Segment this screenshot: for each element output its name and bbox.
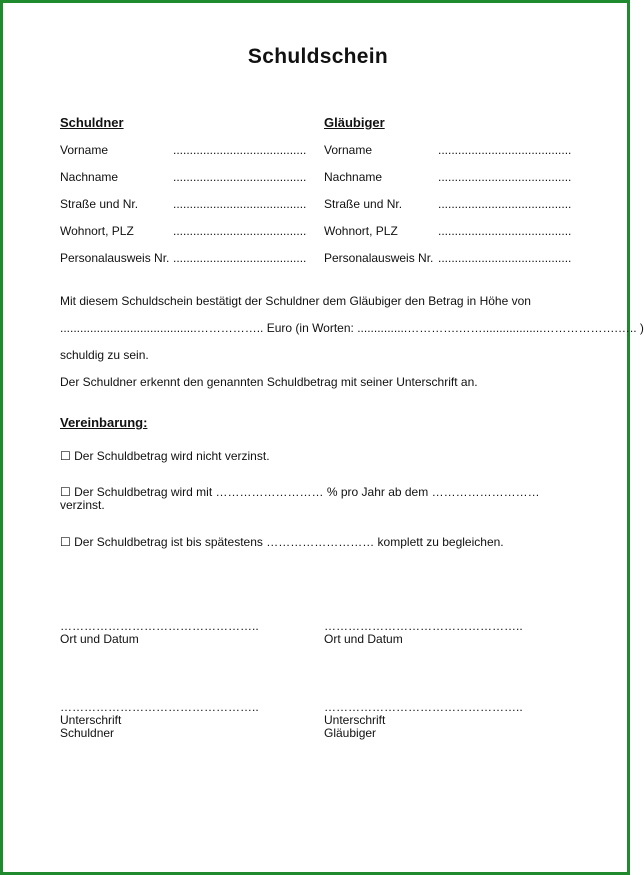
debtor-last-name-blank: ........................................ <box>173 170 307 184</box>
place-date-left-label: Ort und Datum <box>60 632 139 646</box>
deadline-blank: ……………………… <box>266 535 375 549</box>
debtor-street-label: Straße und Nr. <box>60 197 139 211</box>
signature-creditor-label-1: Unterschrift <box>324 713 386 727</box>
agreement-option-2 <box>60 486 540 512</box>
amount-close-paren: ) <box>636 321 644 335</box>
body-line-4: Der Schuldner erkennt den genannten Schuldbetrag mit seiner Unterschrift an. <box>60 375 478 389</box>
amount-line <box>60 321 644 335</box>
body-line-3: schuldig zu sein. <box>60 348 149 362</box>
agreement-option-2-text-mid: % pro Jahr ab dem <box>323 485 432 499</box>
agreement-option-3-text-post: komplett zu begleichen. <box>374 535 504 549</box>
creditor-city-label: Wohnort, PLZ <box>324 224 398 238</box>
signature-debtor-label-2: Schuldner <box>60 726 115 740</box>
place-date-right-label: Ort und Datum <box>324 632 403 646</box>
body-line-1: Mit diesem Schuldschein bestätigt der Schuldner dem Gläubiger den Betrag in Höhe von <box>60 294 531 308</box>
agreement-option-3 <box>60 535 504 549</box>
debtor-id-label: Personalausweis Nr. <box>60 251 170 265</box>
creditor-id-label: Personalausweis Nr. <box>324 251 434 265</box>
agreement-option-2-text-post: verzinst. <box>60 498 105 512</box>
creditor-id-blank: ........................................ <box>438 251 572 265</box>
signature-creditor-label-2: Gläubiger <box>324 726 377 740</box>
debtor-city-label: Wohnort, PLZ <box>60 224 134 238</box>
agreement-option-1-text: Der Schuldbetrag wird nicht verzinst. <box>74 449 270 463</box>
interest-rate-blank: ……………………… <box>215 485 324 499</box>
place-date-right-line: ………………………………………….. <box>324 619 523 633</box>
agreement-option-1 <box>60 449 270 463</box>
debtor-first-name-blank: ........................................ <box>173 143 307 157</box>
creditor-first-name-blank: ........................................ <box>438 143 572 157</box>
creditor-street-blank: ........................................ <box>438 197 572 211</box>
amount-currency-text: Euro (in Worten: <box>266 321 358 335</box>
signature-debtor-label-1: Unterschrift <box>60 713 122 727</box>
checkbox-icon[interactable]: ☐ <box>60 535 71 549</box>
amount-blank: .........................................…………….. <box>60 321 264 335</box>
debtor-last-name-label: Nachname <box>60 170 119 184</box>
signature-creditor-line: ………………………………………….. <box>324 700 523 714</box>
debtor-street-blank: ........................................ <box>173 197 307 211</box>
creditor-street-label: Straße und Nr. <box>324 197 403 211</box>
amount-words-blank: ...............………….……..................……………….….. <box>357 321 637 335</box>
place-date-left <box>60 620 259 646</box>
signature-debtor <box>60 701 259 740</box>
debtor-heading: Schuldner <box>60 115 124 130</box>
creditor-heading: Gläubiger <box>324 115 385 130</box>
debtor-first-name-label: Vorname <box>60 143 109 157</box>
checkbox-icon[interactable]: ☐ <box>60 485 71 499</box>
creditor-city-blank: ........................................ <box>438 224 572 238</box>
agreement-heading: Vereinbarung: <box>60 415 148 430</box>
signature-debtor-line: ………………………………………….. <box>60 700 259 714</box>
creditor-last-name-label: Nachname <box>324 170 383 184</box>
place-date-right <box>324 620 523 646</box>
signature-creditor <box>324 701 523 740</box>
agreement-option-2-text-pre: Der Schuldbetrag wird mit <box>74 485 216 499</box>
checkbox-icon[interactable]: ☐ <box>60 449 71 463</box>
creditor-last-name-blank: ........................................ <box>438 170 572 184</box>
debtor-city-blank: ........................................ <box>173 224 307 238</box>
place-date-left-line: ………………………………………….. <box>60 619 259 633</box>
creditor-first-name-label: Vorname <box>324 143 373 157</box>
agreement-option-3-text-pre: Der Schuldbetrag ist bis spätestens <box>74 535 267 549</box>
interest-start-date-blank: ……………………… <box>431 485 540 499</box>
debtor-id-blank: ........................................ <box>173 251 307 265</box>
document-title: Schuldschein <box>247 45 389 68</box>
